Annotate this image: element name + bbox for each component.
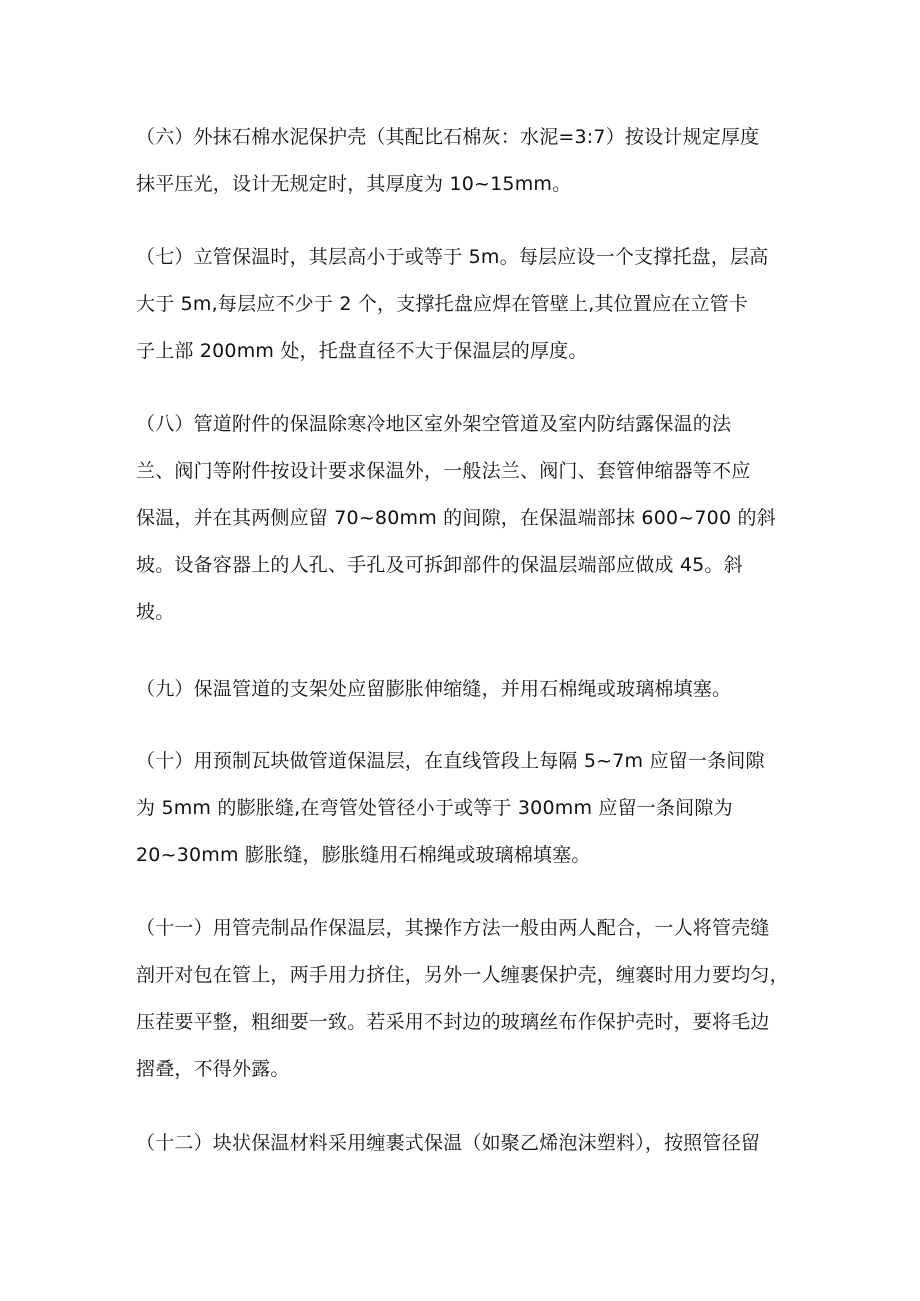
- paragraph-6: [136, 114, 796, 208]
- text-line: 摺叠，不得外露。: [136, 1058, 290, 1080]
- text-line: 20~30mm 膨胀缝，膨胀缝用石棉绳或玻璃棉填塞。: [136, 844, 591, 866]
- text-line: （十一）用管壳制品作保温层，其操作方法一般由两人配合，一人将管壳缝: [136, 917, 770, 939]
- text-line: 子上部 200mm 处，托盘直径不大于保温层的厚度。: [136, 340, 588, 362]
- text-line: 压茬要平整，粗细要一致。若采用不封边的玻璃丝布作保护壳时，要将毛边: [136, 1011, 770, 1033]
- text-line: 保温，并在其两侧应留 70~80mm 的间隙，在保温端部抹 600~700 的斜: [136, 507, 776, 529]
- paragraph-7: [136, 234, 796, 375]
- paragraph-9: [136, 666, 796, 713]
- text-line: 大于 5m,每层应不少于 2 个，支撑托盘应焊在管壁上,其位置应在立管卡: [136, 293, 749, 315]
- text-line: （八）管道附件的保温除寒冷地区室外架空管道及室内防结露保温的法: [136, 413, 732, 435]
- paragraph-8: [136, 401, 796, 636]
- text-line: 兰、阀门等附件按设计要求保温外，一般法兰、阀门、套管伸缩器等不应: [136, 460, 751, 482]
- paragraph-12: [136, 1120, 796, 1167]
- text-line: （七）立管保温时，其层高小于或等于 5m。每层应设一个支撑托盘，层高: [136, 246, 769, 268]
- text-line: 剖开对包在管上，两手用力挤住，另外一人缠裹保护壳，缠褰时用力要均匀，: [136, 964, 789, 986]
- text-line: 为 5mm 的膨胀缝,在弯管处管径小于或等于 300mm 应留一条间隙为: [136, 797, 733, 819]
- text-line: 坡。设备容器上的人孔、手孔及可拆卸部件的保温层端部应做成 45。斜: [136, 554, 743, 576]
- paragraph-10: [136, 738, 796, 879]
- paragraph-11: [136, 905, 796, 1093]
- text-line: （九）保温管道的支架处应留膨胀伸缩缝，并用石棉绳或玻璃棉填塞。: [136, 678, 732, 700]
- text-line: 抹平压光，设计无规定时，其厚度为 10~15mm。: [136, 173, 572, 195]
- text-line: （十二）块状保温材料采用缠裹式保温（如聚乙烯泡沫塑料），按照管径留: [136, 1132, 761, 1154]
- text-line: （六）外抹石棉水泥保护壳（其配比石棉灰：水泥=3:7）按设计规定厚度: [136, 126, 760, 148]
- text-line: （十）用预制瓦块做管道保温层，在直线管段上每隔 5~7m 应留一条间隙: [136, 750, 765, 772]
- text-line: 坡。: [136, 601, 175, 623]
